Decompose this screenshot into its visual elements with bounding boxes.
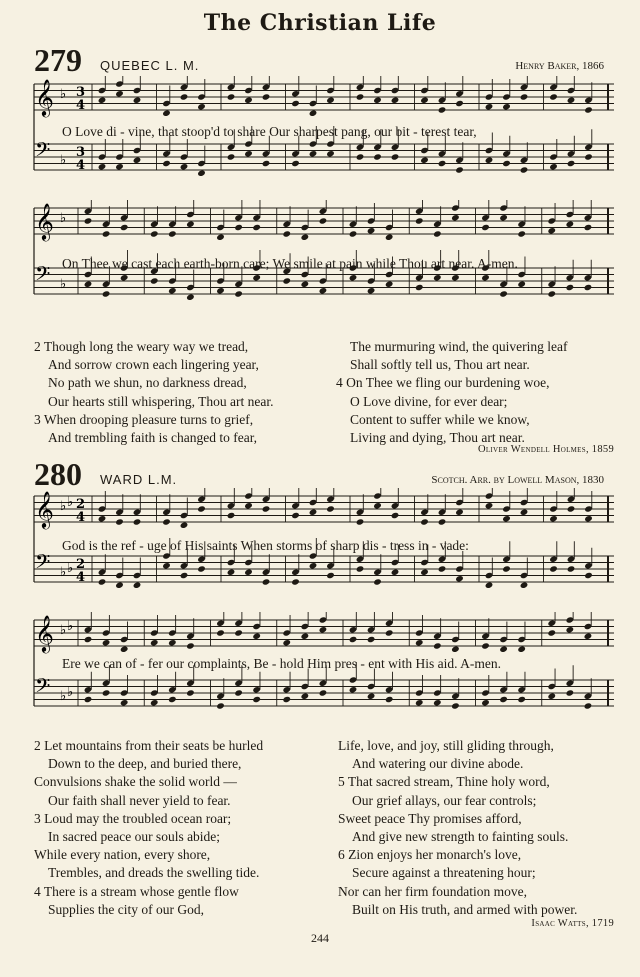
note-head <box>584 224 593 231</box>
note-head <box>115 518 124 525</box>
verse-line: Down to the deep, and buried there, <box>48 756 242 772</box>
bass-clef-icon: 𝄢 <box>35 262 51 290</box>
note-head <box>120 646 129 653</box>
note-head <box>517 281 526 288</box>
note-head <box>481 642 490 649</box>
note-head <box>415 217 424 224</box>
verse-line: 2 Though long the weary way we tread, <box>34 339 249 354</box>
note-head <box>115 582 124 589</box>
note-head <box>319 689 328 696</box>
flat-icon: ♭ <box>60 499 67 514</box>
verse-line: 4 There is a stream whose gentle flow <box>34 883 239 899</box>
note-head <box>115 163 124 170</box>
verse-line: Content to suffer while we know, <box>350 411 530 427</box>
arranger-credit: Scotch. Arr. by Lowell Mason, 1830 <box>431 474 604 486</box>
note-head <box>349 636 358 643</box>
note-head <box>547 693 556 700</box>
note-head <box>433 230 442 237</box>
note-head <box>234 689 243 696</box>
note-head <box>291 512 300 519</box>
note-head <box>584 572 593 579</box>
note-head <box>549 93 558 100</box>
note-head <box>186 642 195 649</box>
note-head <box>291 160 300 167</box>
note-head <box>391 512 400 519</box>
note-head <box>349 230 358 237</box>
note-head <box>282 639 291 646</box>
note-head <box>150 699 159 706</box>
note-head <box>356 565 365 572</box>
note-head <box>547 629 556 636</box>
note-head <box>319 217 328 224</box>
note-head <box>584 633 593 640</box>
verse-line: The murmuring wind, the quivering leaf <box>350 339 568 354</box>
verse-line: Supplies the city of our God, <box>48 901 204 917</box>
flat-icon: ♭ <box>67 561 74 576</box>
note-head <box>197 565 206 572</box>
note-head <box>252 224 261 231</box>
note-head <box>367 227 376 234</box>
note-head <box>420 518 429 525</box>
verse-line: And give new strength to fainting souls. <box>352 829 569 845</box>
note-head <box>84 636 93 643</box>
note-head <box>481 274 490 281</box>
note-head <box>252 633 261 640</box>
note-head <box>180 572 189 579</box>
note-head <box>566 689 575 696</box>
note-head <box>349 686 358 693</box>
verse-line: Secure against a threatening hour; <box>352 865 536 881</box>
note-head <box>584 515 593 522</box>
note-head <box>385 629 394 636</box>
note-head <box>186 294 195 301</box>
note-head <box>162 518 171 525</box>
note-head <box>252 274 261 281</box>
verse-line: 3 Loud may the troubled ocean roar; <box>34 810 232 826</box>
note-head <box>451 274 460 281</box>
verse-line: In sacred peace our souls abide; <box>48 829 221 845</box>
note-head <box>567 565 576 572</box>
note-head <box>262 505 271 512</box>
time-signature: 2 <box>76 497 86 512</box>
note-head <box>549 163 558 170</box>
note-head <box>133 582 142 589</box>
note-head <box>282 230 291 237</box>
note-head <box>502 515 511 522</box>
note-head <box>438 106 447 113</box>
note-head <box>168 696 177 703</box>
verse-line: And watering our divine abode. <box>352 756 524 772</box>
note-head <box>162 160 171 167</box>
note-head <box>168 287 177 294</box>
note-head <box>262 578 271 585</box>
bass-clef-icon: 𝄢 <box>35 138 51 166</box>
tune-name: QUEBEC L. M. <box>100 58 200 73</box>
note-head <box>520 166 529 173</box>
note-head <box>481 699 490 706</box>
note-head <box>499 646 508 653</box>
note-head <box>455 575 464 582</box>
note-head <box>367 287 376 294</box>
note-head <box>502 103 511 110</box>
lyric-line: On Thee we cast each earth-born care; We smile at pain while Thou art near. A-men. <box>62 256 518 271</box>
note-head <box>282 277 291 284</box>
note-head <box>499 214 508 221</box>
hymn-number: 280 <box>34 456 82 492</box>
note-head <box>499 290 508 297</box>
tune-name: WARD L.M. <box>100 472 178 487</box>
note-head <box>291 100 300 107</box>
note-head <box>502 565 511 572</box>
note-head <box>98 163 107 170</box>
note-head <box>180 163 189 170</box>
note-head <box>485 502 494 509</box>
note-head <box>197 103 206 110</box>
note-head <box>485 103 494 110</box>
note-head <box>373 578 382 585</box>
note-head <box>438 565 447 572</box>
note-head <box>499 696 508 703</box>
note-head <box>517 230 526 237</box>
verses-left <box>34 338 273 447</box>
flat-icon: ♭ <box>60 87 67 102</box>
note-head <box>356 518 365 525</box>
note-head <box>150 277 159 284</box>
note-head <box>262 160 271 167</box>
note-head <box>415 699 424 706</box>
treble-clef-icon: 𝄞 <box>35 614 54 652</box>
note-head <box>186 221 195 228</box>
note-head <box>102 230 111 237</box>
note-head <box>455 509 464 516</box>
note-head <box>186 689 195 696</box>
note-head <box>227 512 236 519</box>
note-head <box>102 689 111 696</box>
note-head <box>420 97 429 104</box>
note-head <box>150 230 159 237</box>
note-head <box>547 290 556 297</box>
note-head <box>180 522 189 529</box>
note-head <box>301 693 310 700</box>
note-head <box>367 693 376 700</box>
verse-line: Our grief allays, our fear controls; <box>352 792 537 808</box>
time-signature: 3 <box>76 145 86 160</box>
note-head <box>455 100 464 107</box>
note-head <box>282 696 291 703</box>
note-head <box>373 153 382 160</box>
verse-line: Nor can her firm foundation move, <box>338 883 527 899</box>
lyric-line: O Love di - vine, that stoop'd to share Our sharpest pang, our bit - terest tear, <box>62 124 477 139</box>
time-signature: 2 <box>76 557 86 572</box>
note-head <box>547 227 556 234</box>
note-head <box>216 287 225 294</box>
verse-line: Our faith shall never yield to fear. <box>48 792 231 808</box>
verse-line: Convulsions shake the solid world — <box>34 774 237 790</box>
lyric-line: God is the ref - uge of His saints When storms of sharp dis - tress in - vade: <box>62 538 469 553</box>
verses-right <box>338 737 577 919</box>
note-head <box>301 633 310 640</box>
time-signature: 4 <box>76 158 86 173</box>
note-head <box>567 160 576 167</box>
note-head <box>180 93 189 100</box>
hymn-number: 279 <box>34 42 82 78</box>
note-head <box>326 572 335 579</box>
flat-icon: ♭ <box>60 623 67 638</box>
note-head <box>319 626 328 633</box>
note-head <box>309 562 318 569</box>
note-head <box>502 160 511 167</box>
note-head <box>438 160 447 167</box>
time-signature: 4 <box>76 98 86 113</box>
note-head <box>252 696 261 703</box>
verse-line: Shall softly tell us, Thou art near. <box>350 357 530 373</box>
note-head <box>584 702 593 709</box>
flat-icon: ♭ <box>67 685 74 700</box>
flat-icon: ♭ <box>60 565 67 580</box>
verse-line: While every nation, every shore, <box>34 847 211 863</box>
verse-line: And trembling faith is changed to fear, <box>48 430 258 446</box>
note-head <box>216 629 225 636</box>
note-head <box>549 565 558 572</box>
note-head <box>234 224 243 231</box>
note-head <box>520 93 529 100</box>
note-head <box>391 569 400 576</box>
note-head <box>451 702 460 709</box>
note-head <box>150 639 159 646</box>
verse-line: Trembles, and dreads the swelling tide. <box>48 865 260 881</box>
note-head <box>133 97 142 104</box>
note-head <box>520 582 529 589</box>
note-head <box>415 639 424 646</box>
note-head <box>98 97 107 104</box>
note-head <box>455 166 464 173</box>
note-head <box>216 234 225 241</box>
verse-line: Sweet peace Thy promises afford, <box>338 810 522 826</box>
note-head <box>584 153 593 160</box>
verse-line: Life, love, and joy, still gliding through, <box>338 738 554 753</box>
note-head <box>120 224 129 231</box>
note-head <box>567 505 576 512</box>
page-title: The Christian Life <box>203 10 437 36</box>
note-head <box>373 502 382 509</box>
time-signature: 3 <box>76 85 86 100</box>
flat-icon: ♭ <box>67 495 74 510</box>
note-head <box>319 287 328 294</box>
note-head <box>567 97 576 104</box>
treble-clef-icon: 𝄞 <box>35 78 54 116</box>
note-head <box>84 281 93 288</box>
flat-icon: ♭ <box>60 277 67 292</box>
note-head <box>216 702 225 709</box>
note-head <box>244 502 253 509</box>
verse-line: Built on His truth, and armed with power. <box>352 901 578 917</box>
verse-line: 6 Zion enjoys her monarch's love, <box>338 847 522 863</box>
note-head <box>520 509 529 516</box>
note-head <box>227 153 236 160</box>
note-head <box>349 274 358 281</box>
note-head <box>433 274 442 281</box>
flat-icon: ♭ <box>60 689 67 704</box>
page-number: 244 <box>311 931 329 945</box>
verse-line: Our hearts still whispering, Thou art near. <box>48 393 274 409</box>
note-head <box>485 582 494 589</box>
note-head <box>102 290 111 297</box>
note-head <box>385 696 394 703</box>
flat-icon: ♭ <box>60 153 67 168</box>
note-head <box>517 696 526 703</box>
note-head <box>168 230 177 237</box>
note-head <box>451 646 460 653</box>
note-head <box>326 505 335 512</box>
note-head <box>438 518 447 525</box>
note-head <box>162 110 171 117</box>
note-head <box>98 578 107 585</box>
verse-line: 5 That sacred stream, Thine holy word, <box>338 774 550 790</box>
note-head <box>420 157 429 164</box>
note-head <box>367 636 376 643</box>
note-head <box>234 629 243 636</box>
flat-icon: ♭ <box>60 211 67 226</box>
note-head <box>84 696 93 703</box>
note-head <box>197 170 206 177</box>
verse-line: 2 Let mountains from their seats be hurled <box>34 738 264 753</box>
note-head <box>549 515 558 522</box>
note-head <box>133 518 142 525</box>
note-head <box>385 281 394 288</box>
note-head <box>356 93 365 100</box>
note-head <box>244 569 253 576</box>
note-head <box>168 639 177 646</box>
note-head <box>391 153 400 160</box>
note-head <box>102 639 111 646</box>
note-head <box>584 106 593 113</box>
note-head <box>433 642 442 649</box>
note-head <box>133 157 142 164</box>
note-head <box>291 578 300 585</box>
note-head <box>301 281 310 288</box>
treble-clef-icon: 𝄞 <box>35 490 54 528</box>
note-head <box>120 699 129 706</box>
note-head <box>451 214 460 221</box>
verses-left <box>34 737 263 919</box>
note-head <box>227 93 236 100</box>
author-credit: Isaac Watts, 1719 <box>531 918 614 929</box>
note-head <box>420 569 429 576</box>
note-head <box>262 93 271 100</box>
note-head <box>309 110 318 117</box>
note-head <box>481 224 490 231</box>
hymn-279-header <box>34 44 604 76</box>
note-head <box>115 90 124 97</box>
verses-right <box>336 338 567 447</box>
time-signature: 4 <box>76 570 86 585</box>
note-head <box>517 646 526 653</box>
note-head <box>98 515 107 522</box>
note-head <box>385 234 394 241</box>
note-head <box>234 290 243 297</box>
verse-line: No path we shun, no darkness dread, <box>48 375 247 391</box>
bass-clef-icon: 𝄢 <box>35 674 51 702</box>
note-head <box>433 699 442 706</box>
note-head <box>244 150 253 157</box>
composer-credit: Henry Baker, 1866 <box>515 60 604 72</box>
note-head <box>566 626 575 633</box>
verse-line: 4 On Thee we fling our burdening woe, <box>336 375 550 391</box>
note-head <box>566 284 575 291</box>
note-head <box>244 97 253 104</box>
note-head <box>584 284 593 291</box>
verse-line: O Love divine, for ever dear; <box>350 393 508 409</box>
verse-line: And sorrow crown each lingering year, <box>48 357 259 373</box>
note-head <box>485 157 494 164</box>
note-head <box>391 97 400 104</box>
note-head <box>227 569 236 576</box>
flat-icon: ♭ <box>67 619 74 634</box>
author-credit: Oliver Wendell Holmes, 1859 <box>477 444 614 455</box>
hymn-280-header <box>34 458 604 490</box>
note-head <box>120 274 129 281</box>
verse-line: 3 When drooping pleasure turns to grief, <box>34 411 254 427</box>
note-head <box>356 153 365 160</box>
treble-clef-icon: 𝄞 <box>35 202 54 240</box>
bass-clef-icon: 𝄢 <box>35 550 51 578</box>
note-head <box>197 505 206 512</box>
note-head <box>84 217 93 224</box>
note-head <box>162 562 171 569</box>
note-head <box>309 150 318 157</box>
note-head <box>566 221 575 228</box>
lyric-line: Ere we can of - fer our complaints, Be - hold Him pres - ent with His aid. A-men. <box>62 656 502 671</box>
note-head <box>301 234 310 241</box>
verse-line: Living and dying, Thou art near. <box>350 430 525 446</box>
note-head <box>309 509 318 516</box>
note-head <box>326 97 335 104</box>
time-signature: 4 <box>76 510 86 525</box>
note-head <box>373 97 382 104</box>
note-head <box>415 284 424 291</box>
note-head <box>326 150 335 157</box>
